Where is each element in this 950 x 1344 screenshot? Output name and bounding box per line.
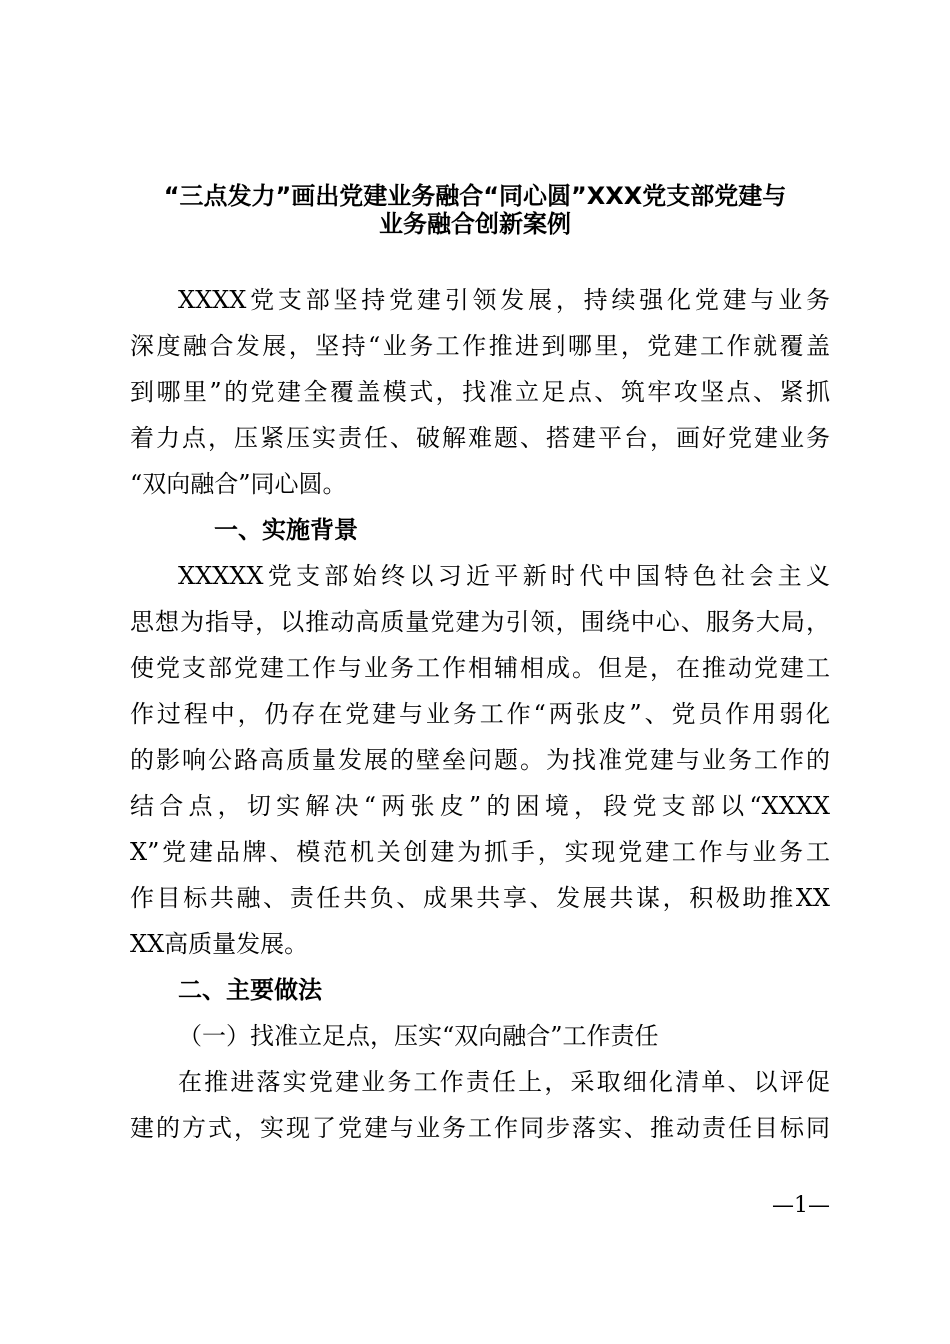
background-paragraph-line: XXXXX党支部始终以习近平新时代中国特色社会主义: [178, 562, 830, 590]
document-title-line-2: 业务融合创新案例: [379, 210, 571, 238]
intro-paragraph-line: “双向融合”同心圆。: [130, 470, 347, 498]
document-title-line-1: “三点发力”画出党建业务融合“同心圆”XXX党支部党建与: [163, 182, 787, 210]
practice-paragraph-line: 在推进落实党建业务工作责任上，采取细化清单、以评促: [178, 1068, 830, 1096]
practice-paragraph-line: 建的方式，实现了党建与业务工作同步落实、推动责任目标同: [130, 1114, 830, 1142]
section-heading-background: 一、实施背景: [214, 516, 358, 544]
section-heading-main-practices: 二、主要做法: [178, 976, 322, 1004]
background-paragraph-line: 作过程中，仍存在党建与业务工作“两张皮”、党员作用弱化: [130, 700, 830, 728]
background-paragraph-line: 结合点，切实解决“两张皮”的困境，段党支部以“XXXX: [130, 792, 830, 820]
background-paragraph-line: 的影响公路高质量发展的壁垒问题。为找准党建与业务工作的: [130, 746, 830, 774]
background-paragraph-line: 思想为指导，以推动高质量党建为引领，围绕中心、服务大局，: [130, 608, 830, 636]
intro-paragraph-line: 深度融合发展，坚持“业务工作推进到哪里，党建工作就覆盖: [130, 332, 830, 360]
background-paragraph-line: 作目标共融、责任共负、成果共享、发展共谋，积极助推XX: [130, 884, 830, 912]
background-paragraph-line: XX高质量发展。: [130, 930, 309, 958]
intro-paragraph-line: XXXX党支部坚持党建引领发展，持续强化党建与业务: [178, 286, 830, 314]
subsection-heading-1: （一）找准立足点，压实“双向融合”工作责任: [178, 1022, 659, 1050]
intro-paragraph-line: 到哪里”的党建全覆盖模式，找准立足点、筑牢攻坚点、紧抓: [130, 378, 830, 406]
page-number: —1—: [772, 1193, 830, 1218]
intro-paragraph-line: 着力点，压紧压实责任、破解难题、搭建平台，画好党建业务: [130, 424, 830, 452]
background-paragraph-line: 使党支部党建工作与业务工作相辅相成。但是，在推动党建工: [130, 654, 830, 682]
background-paragraph-line: X”党建品牌、模范机关创建为抓手，实现党建工作与业务工: [130, 838, 830, 866]
